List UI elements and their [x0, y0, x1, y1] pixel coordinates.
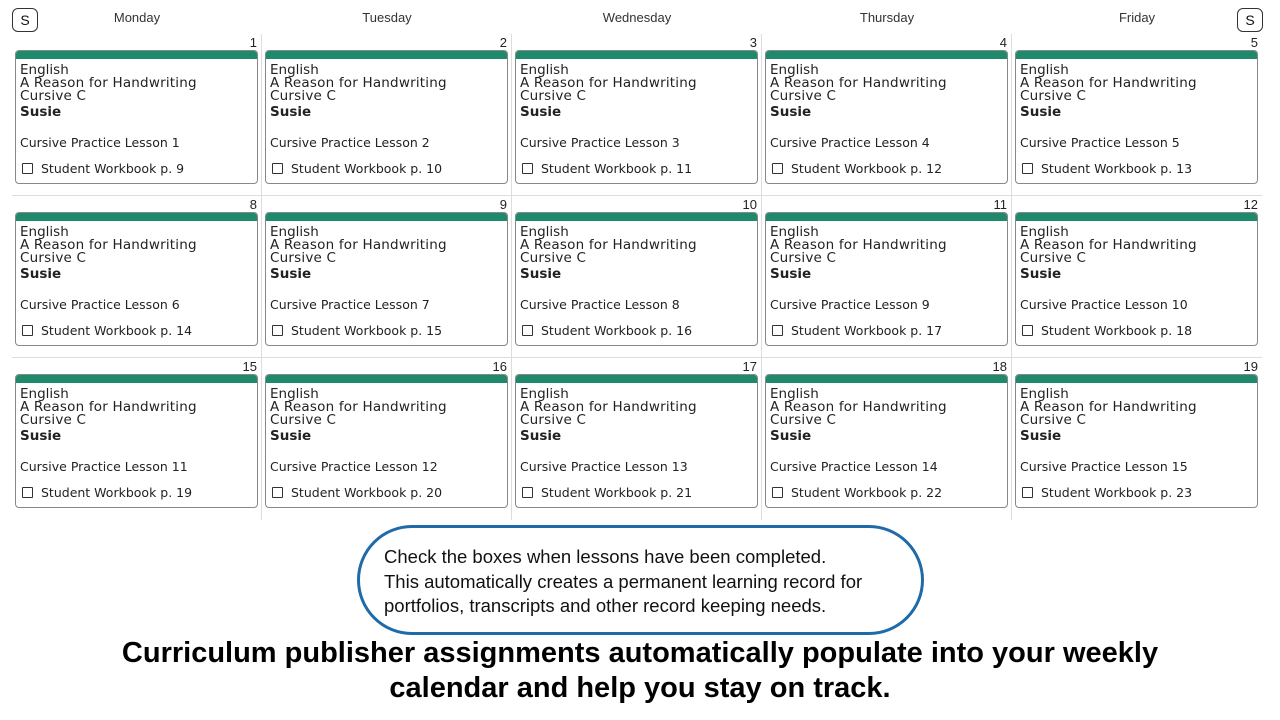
course-title: A Reason for Handwriting Cursive C — [1020, 237, 1197, 266]
lesson-title: Cursive Practice Lesson 12 — [270, 459, 438, 474]
day-cell[interactable] — [762, 34, 1012, 196]
day-cell[interactable] — [762, 358, 1012, 520]
subject-label: English — [770, 386, 819, 402]
date-number: 15 — [242, 359, 257, 374]
task-checkbox[interactable] — [522, 325, 533, 336]
subject-label: English — [520, 224, 569, 240]
task-label: Student Workbook p. 16 — [541, 323, 693, 338]
task-label: Student Workbook p. 20 — [291, 485, 443, 500]
task-row — [1020, 485, 1253, 500]
student-name: Susie — [770, 428, 812, 444]
subject-color-bar — [266, 213, 507, 221]
assignment-card[interactable] — [15, 50, 258, 184]
callout-line: This automatically creates a permanent learning record for — [384, 570, 863, 592]
lesson-title: Cursive Practice Lesson 15 — [1020, 459, 1188, 474]
student-name: Susie — [270, 266, 312, 282]
headline-line: calendar and help you stay on track. — [389, 672, 891, 704]
day-cell[interactable] — [262, 196, 512, 358]
task-checkbox[interactable] — [772, 163, 783, 174]
day-cell[interactable] — [1012, 196, 1262, 358]
subject-label: English — [770, 62, 819, 78]
task-row — [520, 161, 753, 176]
callout-line: Check the boxes when lessons have been completed. — [384, 546, 827, 567]
student-name: Susie — [520, 428, 562, 444]
subject-color-bar — [766, 51, 1007, 59]
subject-color-bar — [516, 51, 757, 59]
lesson-title: Cursive Practice Lesson 11 — [20, 459, 188, 474]
course-title: A Reason for Handwriting Cursive C — [770, 399, 947, 428]
assignment-card[interactable] — [265, 374, 508, 508]
subject-color-bar — [1016, 213, 1257, 221]
task-label: Student Workbook p. 11 — [541, 161, 693, 176]
subject-label: English — [20, 386, 69, 402]
task-label: Student Workbook p. 14 — [41, 323, 193, 338]
subject-color-bar — [766, 213, 1007, 221]
calendar-grid — [12, 34, 1262, 520]
lesson-title: Cursive Practice Lesson 13 — [520, 459, 688, 474]
task-label: Student Workbook p. 12 — [791, 161, 943, 176]
day-header-thursday: Thursday — [859, 10, 915, 25]
task-label: Student Workbook p. 10 — [291, 161, 443, 176]
lesson-title: Cursive Practice Lesson 5 — [1020, 135, 1180, 150]
date-number: 19 — [1243, 359, 1258, 374]
student-name: Susie — [770, 266, 812, 282]
day-cell[interactable] — [1012, 358, 1262, 520]
course-title: A Reason for Handwriting Cursive C — [520, 399, 697, 428]
task-label: Student Workbook p. 19 — [41, 485, 193, 500]
day-cell[interactable] — [512, 34, 762, 196]
subject-label: English — [770, 224, 819, 240]
task-row — [770, 161, 1003, 176]
task-row — [1020, 161, 1253, 176]
task-row — [20, 485, 253, 500]
date-number: 2 — [499, 35, 507, 50]
day-cell[interactable] — [12, 34, 262, 196]
day-cell[interactable] — [262, 358, 512, 520]
lesson-title: Cursive Practice Lesson 14 — [770, 459, 938, 474]
day-cell[interactable] — [12, 196, 262, 358]
task-checkbox[interactable] — [272, 487, 283, 498]
headline-line: Curriculum publisher assignments automatically populate into your weekly — [121, 637, 1159, 669]
subject-color-bar — [16, 51, 257, 59]
date-number: 9 — [499, 197, 507, 212]
task-checkbox[interactable] — [772, 325, 783, 336]
task-row — [270, 161, 503, 176]
task-label: Student Workbook p. 17 — [791, 323, 943, 338]
subject-color-bar — [266, 51, 507, 59]
subject-label: English — [20, 224, 69, 240]
student-name: Susie — [20, 104, 62, 120]
course-title: A Reason for Handwriting Cursive C — [1020, 75, 1197, 104]
lesson-title: Cursive Practice Lesson 1 — [20, 135, 180, 150]
date-number: 3 — [749, 35, 757, 50]
assignment-card[interactable] — [265, 212, 508, 346]
task-checkbox[interactable] — [22, 487, 33, 498]
task-label: Student Workbook p. 15 — [291, 323, 443, 338]
task-row — [520, 323, 753, 338]
task-row — [270, 485, 503, 500]
subject-label: English — [270, 62, 319, 78]
task-label: Student Workbook p. 23 — [1041, 485, 1193, 500]
task-label: Student Workbook p. 18 — [1041, 323, 1193, 338]
assignment-card[interactable] — [515, 50, 758, 184]
student-name: Susie — [20, 428, 62, 444]
date-number: 4 — [999, 35, 1007, 50]
subject-color-bar — [766, 375, 1007, 383]
task-checkbox[interactable] — [22, 325, 33, 336]
subject-color-bar — [266, 375, 507, 383]
course-title: A Reason for Handwriting Cursive C — [520, 75, 697, 104]
course-title: A Reason for Handwriting Cursive C — [270, 75, 447, 104]
task-label: Student Workbook p. 21 — [541, 485, 693, 500]
task-row — [20, 161, 253, 176]
course-title: A Reason for Handwriting Cursive C — [20, 399, 197, 428]
lesson-title: Cursive Practice Lesson 8 — [520, 297, 680, 312]
lesson-title: Cursive Practice Lesson 4 — [770, 135, 930, 150]
date-number: 11 — [993, 197, 1007, 212]
day-cell[interactable] — [12, 358, 262, 520]
info-callout — [357, 525, 924, 635]
task-checkbox[interactable] — [272, 163, 283, 174]
subject-color-bar — [516, 213, 757, 221]
student-name: Susie — [770, 104, 812, 120]
subject-color-bar — [16, 213, 257, 221]
task-checkbox[interactable] — [1022, 325, 1033, 336]
assignment-card[interactable] — [765, 50, 1008, 184]
date-number: 5 — [1250, 35, 1258, 50]
subject-label: English — [520, 386, 569, 402]
task-row — [770, 323, 1003, 338]
course-title: A Reason for Handwriting Cursive C — [770, 75, 947, 104]
subject-label: English — [520, 62, 569, 78]
date-number: 1 — [249, 35, 257, 50]
day-cell[interactable] — [512, 358, 762, 520]
day-cell[interactable] — [1012, 34, 1262, 196]
assignment-card[interactable] — [1015, 212, 1258, 346]
student-name: Susie — [520, 104, 562, 120]
subject-label: English — [1020, 62, 1069, 78]
day-header-monday: Monday — [113, 10, 161, 25]
task-checkbox[interactable] — [522, 163, 533, 174]
assignment-card[interactable] — [765, 212, 1008, 346]
student-name: Susie — [20, 266, 62, 282]
task-checkbox[interactable] — [1022, 487, 1033, 498]
task-checkbox[interactable] — [22, 163, 33, 174]
course-title: A Reason for Handwriting Cursive C — [520, 237, 697, 266]
date-number: 18 — [992, 359, 1007, 374]
day-header-tuesday: Tuesday — [362, 10, 412, 25]
callout-line: portfolios, transcripts and other record keeping needs. — [384, 595, 827, 616]
subject-label: English — [270, 224, 319, 240]
task-label: Student Workbook p. 22 — [791, 485, 943, 500]
lesson-title: Cursive Practice Lesson 2 — [270, 135, 430, 150]
lesson-title: Cursive Practice Lesson 7 — [270, 297, 430, 312]
task-row — [1020, 323, 1253, 338]
assignment-card[interactable] — [515, 374, 758, 508]
date-number: 16 — [492, 359, 507, 374]
task-checkbox[interactable] — [1022, 163, 1033, 174]
day-cell[interactable] — [762, 196, 1012, 358]
day-cell[interactable] — [262, 34, 512, 196]
task-label: Student Workbook p. 13 — [1041, 161, 1193, 176]
student-name: Susie — [1020, 104, 1062, 120]
course-title: A Reason for Handwriting Cursive C — [1020, 399, 1197, 428]
task-row — [770, 485, 1003, 500]
next-weekend-button[interactable]: S — [1237, 8, 1263, 32]
subject-label: English — [270, 386, 319, 402]
course-title: A Reason for Handwriting Cursive C — [270, 399, 447, 428]
assignment-card[interactable] — [765, 374, 1008, 508]
student-name: Susie — [520, 266, 562, 282]
prev-weekend-button[interactable]: S — [12, 8, 38, 32]
subject-color-bar — [1016, 51, 1257, 59]
subject-label: English — [20, 62, 69, 78]
task-checkbox[interactable] — [272, 325, 283, 336]
task-row — [20, 323, 253, 338]
subject-label: English — [1020, 386, 1069, 402]
day-header-wednesday: Wednesday — [602, 10, 672, 25]
course-title: A Reason for Handwriting Cursive C — [770, 237, 947, 266]
assignment-card[interactable] — [15, 374, 258, 508]
subject-color-bar — [16, 375, 257, 383]
assignment-card[interactable] — [265, 50, 508, 184]
course-title: A Reason for Handwriting Cursive C — [20, 75, 197, 104]
day-header-friday: Friday — [1118, 10, 1156, 25]
course-title: A Reason for Handwriting Cursive C — [20, 237, 197, 266]
assignment-card[interactable] — [15, 212, 258, 346]
subject-label: English — [1020, 224, 1069, 240]
task-row — [270, 323, 503, 338]
student-name: Susie — [1020, 428, 1062, 444]
task-row — [520, 485, 753, 500]
task-checkbox[interactable] — [522, 487, 533, 498]
student-name: Susie — [270, 428, 312, 444]
date-number: 8 — [249, 197, 257, 212]
lesson-title: Cursive Practice Lesson 3 — [520, 135, 680, 150]
course-title: A Reason for Handwriting Cursive C — [270, 237, 447, 266]
assignment-card[interactable] — [1015, 374, 1258, 508]
lesson-title: Cursive Practice Lesson 6 — [20, 297, 180, 312]
day-cell[interactable] — [512, 196, 762, 358]
date-number: 17 — [742, 359, 757, 374]
marketing-headline — [0, 636, 1280, 706]
lesson-title: Cursive Practice Lesson 9 — [770, 297, 930, 312]
date-number: 12 — [1243, 197, 1258, 212]
student-name: Susie — [270, 104, 312, 120]
lesson-title: Cursive Practice Lesson 10 — [1020, 297, 1188, 312]
student-name: Susie — [1020, 266, 1062, 282]
assignment-card[interactable] — [515, 212, 758, 346]
subject-color-bar — [516, 375, 757, 383]
task-checkbox[interactable] — [772, 487, 783, 498]
task-label: Student Workbook p. 9 — [41, 161, 185, 176]
date-number: 10 — [742, 197, 757, 212]
assignment-card[interactable] — [1015, 50, 1258, 184]
subject-color-bar — [1016, 375, 1257, 383]
